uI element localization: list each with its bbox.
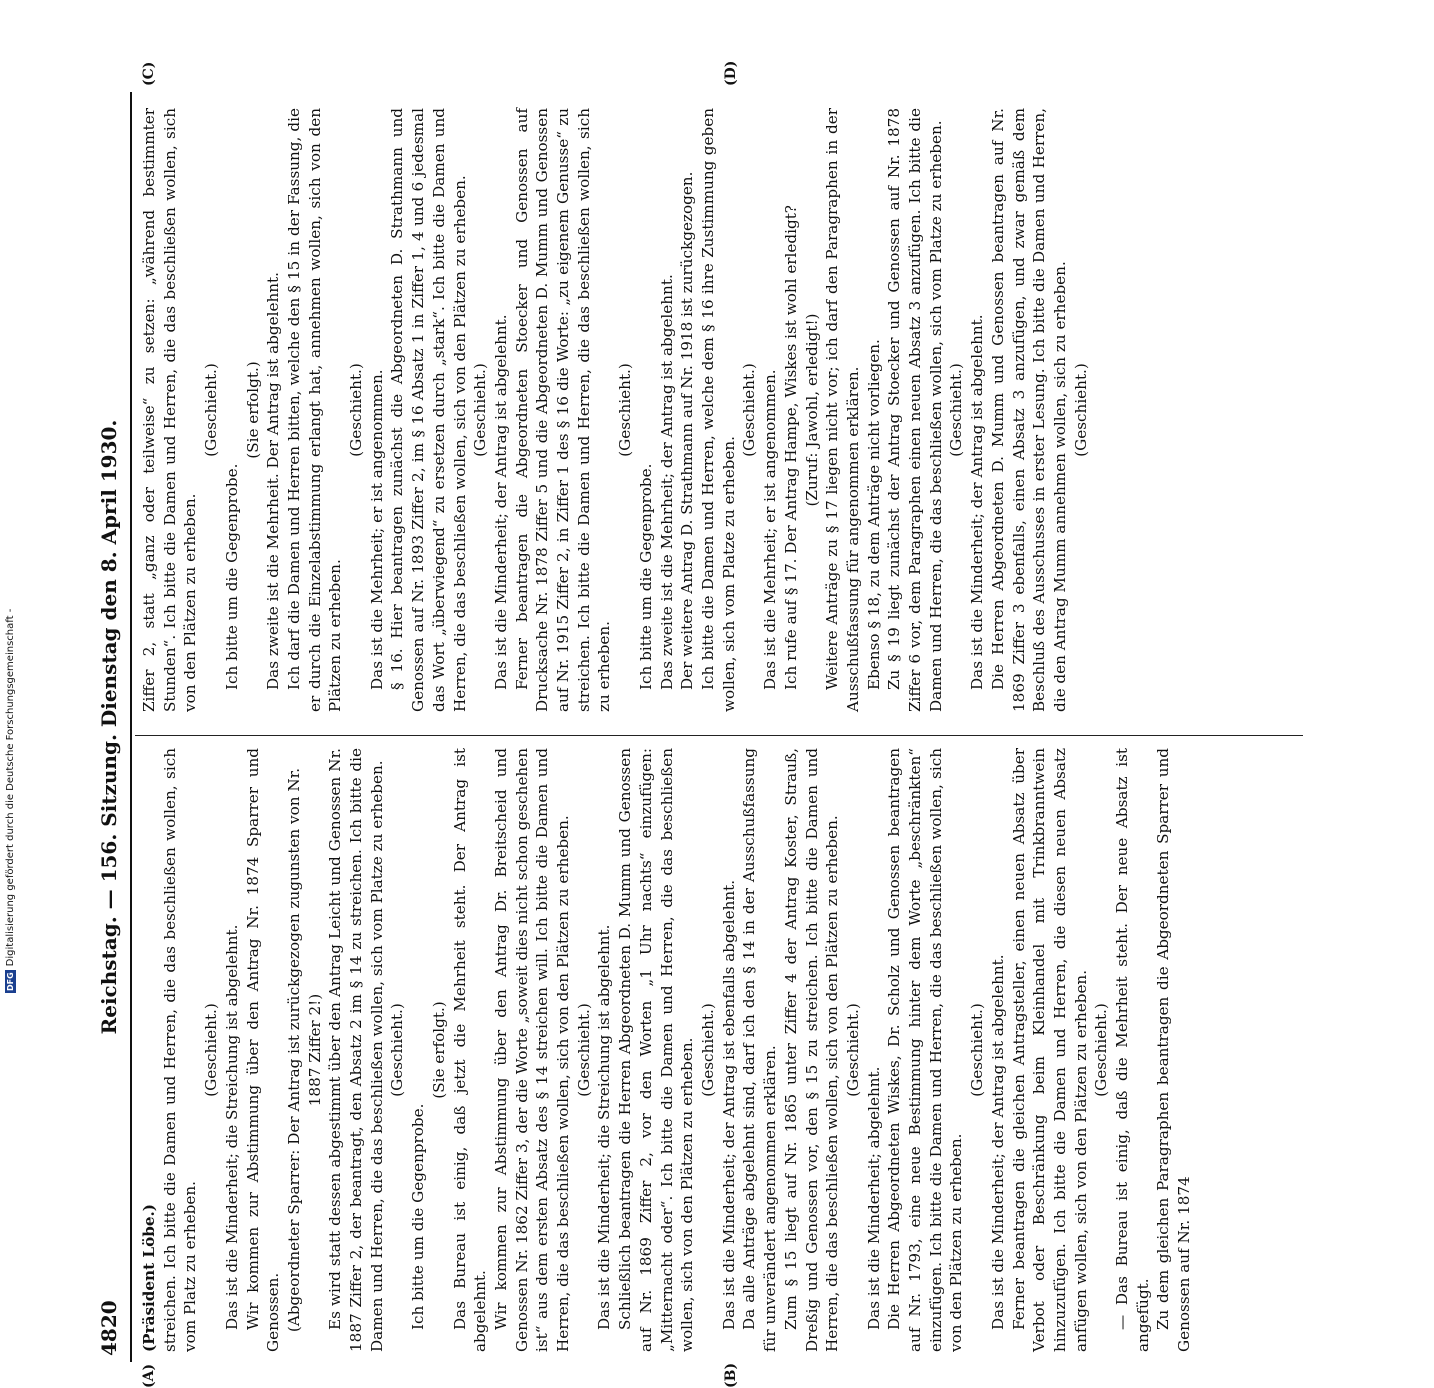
margin-mark-a: (A) bbox=[141, 1363, 157, 1388]
interjection: (Geschieht.) bbox=[968, 1003, 987, 1097]
paragraph: Ferner beantragen die Abgeordneten Stoecker und Genossen auf Drucksache Nr. 1878 Ziffer 5 und die Abgeordneten D. Mumm und Genossen auf Nr. 1915 Ziffer 2, in Ziffer 1 des § 16 die Worte: „zu eigenem Genusse“ zu streichen. Ich bitte die Damen und Herren, die das beschließen wollen, sich zu erheben. bbox=[512, 108, 614, 712]
paragraph: Die Herren Abgeordneten Wiskes, Dr. Scholz und Genossen beantragen auf Nr. 1793, eine neue Bestimmung hinter dem Worte „beschränkten“ einzufügen. Ich bitte die Damen und Herren, die das beschließen wollen, sich von den Plätzen zu erheben. bbox=[885, 748, 966, 1352]
interjection: (Geschieht.) bbox=[698, 1003, 717, 1097]
paragraph: streichen. Ich bitte die Damen und Herren, die das beschließen wollen, sich vom Platz zu erheben. bbox=[160, 748, 200, 1352]
interjection: (Sie erfolgt.) bbox=[243, 361, 262, 459]
interjection: (Geschieht.) bbox=[574, 1003, 593, 1097]
interjection: (Geschieht.) bbox=[388, 1003, 407, 1097]
paragraph: Wir kommen zur Abstimmung über den Antrag Dr. Breitscheid und Genossen Nr. 1862 Ziffer 3, der die Worte „soweit dies nicht schon geschehen ist“ aus dem ersten Absatz des § 14 streichen will. Ich bitte die Damen und Herren, die das beschließen wollen, sich von den Plätzen zu erheben. bbox=[491, 748, 573, 1352]
paragraph: Ebenso § 18, zu dem Anträge nicht vorliegen. bbox=[864, 339, 883, 690]
paragraph: Ziffer 2, statt „ganz oder teilweise“ zu setzen: „während bestimmter Stunden“. Ich bitte die Damen und Herren, die das beschließen wollen, sich von den Plätzen zu erheben. bbox=[140, 108, 200, 712]
page-number: 4820 bbox=[97, 1300, 121, 1356]
paragraph: Zu dem gleichen Paragraphen beantragen die Abgeordneten Sparrer und Genossen auf Nr. 1874 bbox=[1154, 748, 1194, 1352]
paragraph: Das ist die Minderheit; abgelehnt. bbox=[864, 1066, 883, 1330]
interjection: (Geschieht.) bbox=[347, 363, 366, 457]
paragraph: Das Bureau ist einig, daß jetzt die Mehrheit steht. Der Antrag ist abgelehnt. bbox=[450, 748, 490, 1352]
interjection: (Zuruf: Jawohl, erledigt!) bbox=[802, 313, 821, 507]
paragraph: Ich rufe auf § 17. Der Antrag Hampe, Wiskes ist wohl erledigt? bbox=[781, 205, 800, 690]
interjection: (Abgeordneter Sparrer: Der Antrag ist zurückgezogen zugunsten von Nr. 1887 Ziffer 2!) bbox=[284, 767, 324, 1333]
paragraph: Es wird statt dessen abgestimmt über den Antrag Leicht und Genossen Nr. 1887 Ziffer 2, der beantragt, den Absatz 2 im § 14 zu streichen. Ich bitte die Damen und Herren, die das beschließen wollen, sich vom Platze zu erheben. bbox=[326, 748, 386, 1352]
paragraph: Ich bitte um die Gegenprobe. bbox=[636, 463, 655, 690]
paragraph: — Das Bureau ist einig, daß die Mehrheit steht. Der neue Absatz ist angefügt. bbox=[1113, 748, 1152, 1352]
paragraph: Schließlich beantragen die Herren Abgeordneten D. Mumm und Genossen auf Nr. 1869 Ziffer 2, vor den Worten „1 Uhr nachts“ einzufügen: „Mitternacht oder“. Ich bitte die Damen und Herren, die das beschließen wollen, sich von den Plätzen zu erheben. bbox=[616, 748, 697, 1352]
paragraph: Das ist die Mehrheit; er ist angenommen. bbox=[761, 369, 780, 690]
paragraph: Ich bitte die Damen und Herren, welche dem § 16 ihre Zustimmung geben wollen, sich vom Platze zu erheben. bbox=[698, 108, 738, 712]
right-column bbox=[139, 108, 1091, 712]
column-divider bbox=[135, 735, 1303, 736]
margin-mark-b: (B) bbox=[723, 1362, 739, 1388]
paragraph: Ich bitte um die Gegenprobe. bbox=[409, 1103, 428, 1330]
left-column bbox=[139, 748, 1195, 1352]
interjection: (Sie erfolgt.) bbox=[429, 1001, 448, 1099]
page-title: Reichstag. — 156. Sitzung. Dienstag den 8. April 1930. bbox=[97, 419, 121, 1035]
paragraph: Wir kommen zur Abstimmung über den Antrag Nr. 1874 Sparrer und Genossen. bbox=[243, 748, 283, 1352]
paragraph: Die Herren Abgeordneten D. Mumm und Genossen beantragen auf Nr. 1869 Ziffer 3 ebenfalls, einen Absatz 3 anzufügen, und zwar gemäß dem Beschluß des Ausschusses in erster Lesung. Ich bitte die Damen und Herren, die den Antrag Mumm annehmen wollen, sich zu erheben. bbox=[988, 108, 1069, 712]
paragraph: § 16. Hier beantragen zunächst die Abgeordneten D. Strathmann und Genossen auf Nr. 1893 Ziffer 2, im § 16 Absatz 1 in Ziffer 1, 4 und 6 jedesmal das Wort „überwiegend“ zu ersetzen durch „stark“. Ich bitte die Damen und Herren, die das beschließen wollen, sich von den Plätzen zu erheben. bbox=[388, 108, 469, 712]
interjection: (Geschieht.) bbox=[947, 363, 966, 457]
interjection: (Geschieht.) bbox=[843, 1003, 862, 1097]
interjection: (Geschieht.) bbox=[202, 1003, 221, 1097]
paragraph: Weitere Anträge zu § 17 liegen nicht vor; ich darf den Paragraphen in der Ausschußfassung für angenommen erklären. bbox=[823, 108, 862, 712]
interjection: (Geschieht.) bbox=[1092, 1003, 1111, 1097]
paragraph: Ich darf die Damen und Herren bitten, welche den § 15 in der Fassung, die er durch die Einzelabstimmung erlangt hat, annehmen wollen, sich von den Plätzen zu erheben. bbox=[284, 108, 345, 712]
paragraph: Ferner beantragen die gleichen Antragsteller, einen neuen Absatz über Verbot oder Beschränkung beim Kleinhandel mit Trinkbranntwein hinzuzufügen. Ich bitte die Damen und Herren, die diesen neuen Absatz anfügen wollen, sich von den Plätzen zu erheben. bbox=[1009, 748, 1090, 1352]
paragraph: Das ist die Minderheit; der Antrag ist abgelehnt. bbox=[968, 314, 987, 690]
paragraph: Das zweite ist die Mehrheit. Der Antrag ist abgelehnt. bbox=[264, 272, 283, 690]
speaker-name: (Präsident Löbe.) bbox=[140, 1204, 158, 1352]
header-rule bbox=[130, 92, 132, 1362]
paragraph: Das ist die Minderheit; der Antrag ist ebenfalls abgelehnt. bbox=[719, 879, 738, 1330]
margin-mark-c: (C) bbox=[141, 61, 157, 86]
dfg-logo: DFG bbox=[6, 972, 15, 991]
paragraph: Das zweite ist die Mehrheit; der Antrag ist abgelehnt. bbox=[657, 274, 676, 690]
digitization-footer bbox=[5, 609, 16, 993]
interjection: (Geschieht.) bbox=[616, 363, 635, 457]
interjection: (Geschieht.) bbox=[1071, 363, 1090, 457]
paragraph: Das ist die Minderheit; der Antrag ist abgelehnt. bbox=[491, 314, 510, 690]
paragraph: Da alle Anträge abgelehnt sind, darf ich den § 14 in der Ausschußfassung für unverändert angenommen erklären. bbox=[740, 748, 780, 1352]
paragraph: Das ist die Mehrheit; er ist angenommen. bbox=[367, 369, 386, 690]
page-header bbox=[95, 92, 129, 1362]
interjection: (Geschieht.) bbox=[471, 363, 490, 457]
paragraph: Zum § 15 liegt auf Nr. 1865 unter Ziffer 4 der Antrag Koster, Strauß, Dreßig und Genossen vor, den § 15 zu streichen. Ich bitte die Damen und Herren, die das beschließen wollen, sich von den Plätzen zu erheben. bbox=[781, 748, 842, 1352]
margin-mark-d: (D) bbox=[723, 60, 739, 86]
page bbox=[95, 60, 1305, 1388]
paragraph: Zu § 19 liegt zunächst der Antrag Stoecker und Genossen auf Nr. 1878 Ziffer 6 vor, dem Paragraphen einen neuen Absatz 3 anzufügen. Ich bitte die Damen und Herren, die das beschließen wollen, sich vom Platze zu erheben. bbox=[885, 108, 945, 712]
footer-text: Digitalisierung gefördert durch die Deutsche Forschungsgemeinschaft - bbox=[5, 608, 16, 967]
paragraph: Der weitere Antrag D. Strathmann auf Nr. 1918 ist zurückgezogen. bbox=[678, 171, 697, 690]
paragraph: Ich bitte um die Gegenprobe. bbox=[222, 463, 241, 690]
paragraph: Das ist die Minderheit; die Streichung ist abgelehnt. bbox=[595, 924, 614, 1330]
interjection: (Geschieht.) bbox=[740, 363, 759, 457]
interjection: (Geschieht.) bbox=[202, 363, 221, 457]
paragraph: Das ist die Minderheit; die Streichung ist abgelehnt. bbox=[222, 924, 241, 1330]
paragraph: Das ist die Minderheit; der Antrag ist abgelehnt. bbox=[988, 954, 1007, 1330]
